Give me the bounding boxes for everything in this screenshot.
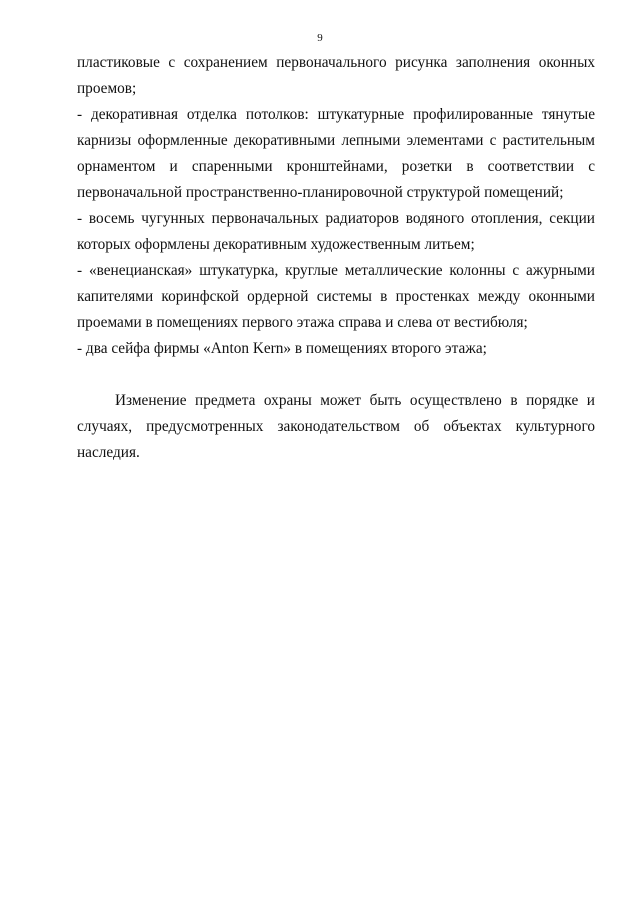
paragraph-spacer xyxy=(77,362,595,388)
list-item-radiators: - восемь чугунных первоначальных радиаторов водяного отопления, секции которых оформлены декоративным художественным литьем; xyxy=(77,210,595,253)
list-item-plaster-columns: - «венецианская» штукатурка, круглые металлические колонны с ажурными капителями коринфской ордерной системы в простенках между оконными проемами в помещениях первого этажа справа и слева от вестибюля; xyxy=(77,262,595,331)
paragraph-window-fill: пластиковые с сохранением первоначального рисунка заполнения оконных проемов; xyxy=(77,54,595,97)
list-item-ceiling-decoration: - декоративная отделка потолков: штукатурные профилированные тянутые карнизы оформленные декоративными лепными элементами с растительным орнаментом и спаренными кронштейнами, розетки в соответствии с первоначальной пространственно-планировочной структурой помещений; xyxy=(77,106,595,201)
list-item-safes: - два сейфа фирмы «Anton Kern» в помещениях второго этажа; xyxy=(77,340,487,357)
page-number: 9 xyxy=(317,32,323,44)
document-body xyxy=(77,50,595,466)
closing-paragraph: Изменение предмета охраны может быть осуществлено в порядке и случаях, предусмотренных законодательством об объектах культурного наследия. xyxy=(77,392,595,461)
